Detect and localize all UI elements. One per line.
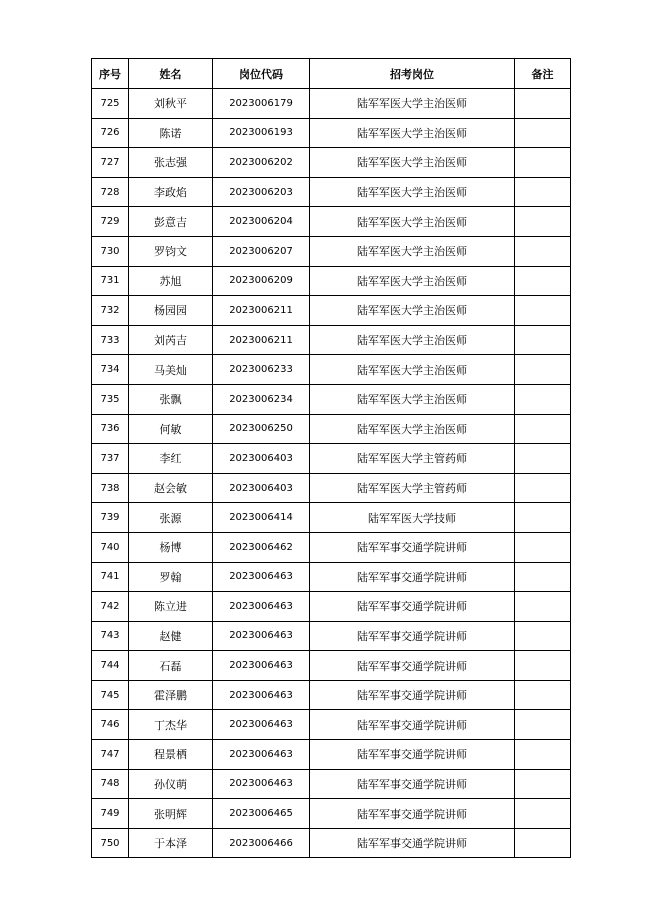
cell-index: 732 bbox=[92, 296, 129, 326]
cell-remark bbox=[515, 384, 571, 414]
cell-post: 陆军军医大学主治医师 bbox=[310, 355, 515, 385]
cell-index: 728 bbox=[92, 177, 129, 207]
cell-name: 张源 bbox=[129, 503, 213, 533]
cell-name: 李政焰 bbox=[129, 177, 213, 207]
cell-index: 743 bbox=[92, 621, 129, 651]
cell-post-code: 2023006179 bbox=[213, 89, 310, 119]
cell-remark bbox=[515, 177, 571, 207]
cell-name: 马美灿 bbox=[129, 355, 213, 385]
cell-remark bbox=[515, 503, 571, 533]
table-row bbox=[92, 177, 571, 207]
cell-post-code: 2023006462 bbox=[213, 532, 310, 562]
cell-post-code: 2023006463 bbox=[213, 592, 310, 622]
table-row bbox=[92, 414, 571, 444]
cell-post-code: 2023006193 bbox=[213, 118, 310, 148]
cell-index: 741 bbox=[92, 562, 129, 592]
cell-index: 739 bbox=[92, 503, 129, 533]
cell-index: 740 bbox=[92, 532, 129, 562]
cell-remark bbox=[515, 325, 571, 355]
cell-name: 赵健 bbox=[129, 621, 213, 651]
cell-remark bbox=[515, 355, 571, 385]
cell-post-code: 2023006463 bbox=[213, 621, 310, 651]
table-row bbox=[92, 325, 571, 355]
cell-post-code: 2023006203 bbox=[213, 177, 310, 207]
cell-post: 陆军军事交通学院讲师 bbox=[310, 828, 515, 858]
cell-index: 729 bbox=[92, 207, 129, 237]
cell-post-code: 2023006202 bbox=[213, 148, 310, 178]
cell-index: 726 bbox=[92, 118, 129, 148]
cell-post: 陆军军事交通学院讲师 bbox=[310, 799, 515, 829]
cell-post-code: 2023006207 bbox=[213, 236, 310, 266]
table-row bbox=[92, 444, 571, 474]
cell-post: 陆军军事交通学院讲师 bbox=[310, 710, 515, 740]
cell-index: 742 bbox=[92, 592, 129, 622]
cell-post: 陆军军医大学主治医师 bbox=[310, 266, 515, 296]
cell-post: 陆军军医大学主治医师 bbox=[310, 236, 515, 266]
cell-post: 陆军军医大学主管药师 bbox=[310, 473, 515, 503]
cell-remark bbox=[515, 148, 571, 178]
cell-post-code: 2023006250 bbox=[213, 414, 310, 444]
cell-name: 丁杰华 bbox=[129, 710, 213, 740]
header-remark: 备注 bbox=[515, 59, 571, 89]
cell-index: 746 bbox=[92, 710, 129, 740]
roster-table bbox=[91, 58, 571, 858]
cell-post-code: 2023006463 bbox=[213, 680, 310, 710]
cell-index: 727 bbox=[92, 148, 129, 178]
cell-post: 陆军军事交通学院讲师 bbox=[310, 621, 515, 651]
cell-remark bbox=[515, 710, 571, 740]
cell-post-code: 2023006463 bbox=[213, 740, 310, 770]
cell-post: 陆军军医大学主治医师 bbox=[310, 177, 515, 207]
cell-remark bbox=[515, 207, 571, 237]
table-row bbox=[92, 710, 571, 740]
cell-post-code: 2023006211 bbox=[213, 325, 310, 355]
header-row bbox=[92, 59, 571, 89]
cell-name: 何敏 bbox=[129, 414, 213, 444]
cell-index: 734 bbox=[92, 355, 129, 385]
cell-name: 李红 bbox=[129, 444, 213, 474]
table-row bbox=[92, 355, 571, 385]
cell-remark bbox=[515, 769, 571, 799]
cell-remark bbox=[515, 89, 571, 119]
table-row bbox=[92, 266, 571, 296]
table-row bbox=[92, 384, 571, 414]
cell-index: 735 bbox=[92, 384, 129, 414]
cell-name: 赵会敏 bbox=[129, 473, 213, 503]
cell-name: 张明辉 bbox=[129, 799, 213, 829]
cell-remark bbox=[515, 740, 571, 770]
cell-index: 749 bbox=[92, 799, 129, 829]
cell-post: 陆军军医大学主治医师 bbox=[310, 414, 515, 444]
table-row bbox=[92, 532, 571, 562]
cell-remark bbox=[515, 651, 571, 681]
roster-sheet bbox=[91, 58, 570, 858]
cell-index: 744 bbox=[92, 651, 129, 681]
cell-post-code: 2023006463 bbox=[213, 562, 310, 592]
cell-post: 陆军军事交通学院讲师 bbox=[310, 532, 515, 562]
cell-name: 石磊 bbox=[129, 651, 213, 681]
table-row bbox=[92, 89, 571, 119]
cell-post-code: 2023006233 bbox=[213, 355, 310, 385]
cell-name: 程景栖 bbox=[129, 740, 213, 770]
table-row bbox=[92, 651, 571, 681]
cell-post: 陆军军医大学主治医师 bbox=[310, 296, 515, 326]
cell-remark bbox=[515, 118, 571, 148]
cell-post-code: 2023006466 bbox=[213, 828, 310, 858]
cell-post: 陆军军医大学主治医师 bbox=[310, 325, 515, 355]
cell-name: 于本泽 bbox=[129, 828, 213, 858]
cell-post: 陆军军医大学主治医师 bbox=[310, 384, 515, 414]
header-name: 姓名 bbox=[129, 59, 213, 89]
cell-remark bbox=[515, 828, 571, 858]
cell-remark bbox=[515, 562, 571, 592]
cell-remark bbox=[515, 444, 571, 474]
cell-name: 苏旭 bbox=[129, 266, 213, 296]
table-row bbox=[92, 473, 571, 503]
cell-post: 陆军军事交通学院讲师 bbox=[310, 562, 515, 592]
table-row bbox=[92, 207, 571, 237]
cell-index: 747 bbox=[92, 740, 129, 770]
table-row bbox=[92, 118, 571, 148]
cell-name: 张飘 bbox=[129, 384, 213, 414]
header-index: 序号 bbox=[92, 59, 129, 89]
table-body bbox=[92, 89, 571, 858]
table-row bbox=[92, 236, 571, 266]
cell-remark bbox=[515, 621, 571, 651]
cell-remark bbox=[515, 414, 571, 444]
cell-name: 霍泽鹏 bbox=[129, 680, 213, 710]
cell-index: 748 bbox=[92, 769, 129, 799]
cell-post-code: 2023006463 bbox=[213, 710, 310, 740]
table-row bbox=[92, 828, 571, 858]
cell-post: 陆军军事交通学院讲师 bbox=[310, 769, 515, 799]
cell-remark bbox=[515, 532, 571, 562]
cell-post: 陆军军医大学技师 bbox=[310, 503, 515, 533]
cell-remark bbox=[515, 236, 571, 266]
table-row bbox=[92, 740, 571, 770]
cell-post-code: 2023006234 bbox=[213, 384, 310, 414]
cell-name: 陈诺 bbox=[129, 118, 213, 148]
table-row bbox=[92, 503, 571, 533]
cell-post: 陆军军医大学主治医师 bbox=[310, 89, 515, 119]
cell-name: 杨博 bbox=[129, 532, 213, 562]
cell-name: 孙仪萌 bbox=[129, 769, 213, 799]
cell-remark bbox=[515, 296, 571, 326]
cell-post: 陆军军医大学主治医师 bbox=[310, 148, 515, 178]
cell-name: 张志强 bbox=[129, 148, 213, 178]
cell-index: 738 bbox=[92, 473, 129, 503]
cell-name: 罗翰 bbox=[129, 562, 213, 592]
cell-index: 725 bbox=[92, 89, 129, 119]
cell-remark bbox=[515, 799, 571, 829]
cell-post-code: 2023006209 bbox=[213, 266, 310, 296]
cell-name: 刘芮吉 bbox=[129, 325, 213, 355]
table-row bbox=[92, 562, 571, 592]
cell-index: 736 bbox=[92, 414, 129, 444]
cell-post: 陆军军事交通学院讲师 bbox=[310, 680, 515, 710]
cell-post: 陆军军医大学主管药师 bbox=[310, 444, 515, 474]
cell-post-code: 2023006403 bbox=[213, 473, 310, 503]
cell-index: 730 bbox=[92, 236, 129, 266]
cell-post-code: 2023006403 bbox=[213, 444, 310, 474]
cell-remark bbox=[515, 592, 571, 622]
cell-name: 彭意吉 bbox=[129, 207, 213, 237]
cell-index: 737 bbox=[92, 444, 129, 474]
cell-index: 750 bbox=[92, 828, 129, 858]
cell-post-code: 2023006414 bbox=[213, 503, 310, 533]
cell-name: 杨园园 bbox=[129, 296, 213, 326]
cell-name: 陈立进 bbox=[129, 592, 213, 622]
header-post: 招考岗位 bbox=[310, 59, 515, 89]
cell-remark bbox=[515, 266, 571, 296]
cell-remark bbox=[515, 473, 571, 503]
table-row bbox=[92, 769, 571, 799]
cell-post-code: 2023006463 bbox=[213, 769, 310, 799]
table-row bbox=[92, 592, 571, 622]
cell-post: 陆军军事交通学院讲师 bbox=[310, 651, 515, 681]
cell-remark bbox=[515, 680, 571, 710]
cell-post-code: 2023006465 bbox=[213, 799, 310, 829]
cell-post: 陆军军医大学主治医师 bbox=[310, 118, 515, 148]
cell-post-code: 2023006211 bbox=[213, 296, 310, 326]
header-post-code: 岗位代码 bbox=[213, 59, 310, 89]
cell-index: 731 bbox=[92, 266, 129, 296]
table-row bbox=[92, 296, 571, 326]
cell-name: 罗钧文 bbox=[129, 236, 213, 266]
cell-index: 745 bbox=[92, 680, 129, 710]
table-row bbox=[92, 621, 571, 651]
cell-post-code: 2023006463 bbox=[213, 651, 310, 681]
cell-name: 刘秋平 bbox=[129, 89, 213, 119]
table-row bbox=[92, 680, 571, 710]
cell-post: 陆军军医大学主治医师 bbox=[310, 207, 515, 237]
table-row bbox=[92, 799, 571, 829]
table-row bbox=[92, 148, 571, 178]
cell-post: 陆军军事交通学院讲师 bbox=[310, 592, 515, 622]
cell-post: 陆军军事交通学院讲师 bbox=[310, 740, 515, 770]
cell-index: 733 bbox=[92, 325, 129, 355]
cell-post-code: 2023006204 bbox=[213, 207, 310, 237]
